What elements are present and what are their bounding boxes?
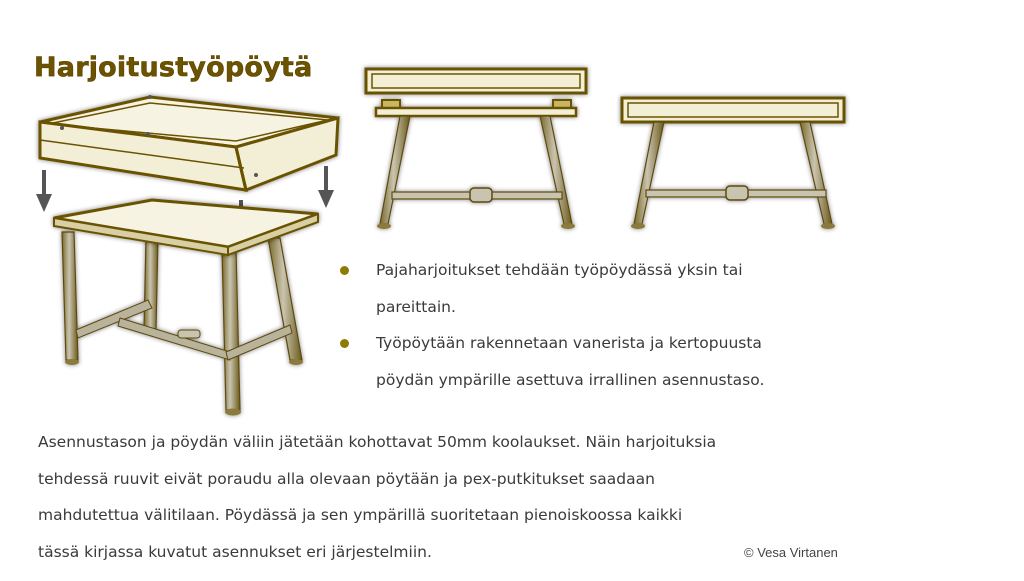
bullet-line: pöydän ympärille asettuva irrallinen asennustaso. xyxy=(376,370,765,389)
slide-title: Harjoitustyöpöytä xyxy=(34,52,313,83)
bullet-item xyxy=(338,325,878,398)
isometric-mounting-frame xyxy=(40,95,338,190)
side-view-table-mounted xyxy=(622,98,844,229)
bullet-dot-icon xyxy=(340,266,349,275)
bullet-line: Pajaharjoitukset tehdään työpöydässä yksin tai xyxy=(376,261,743,279)
bullet-dot-icon xyxy=(340,339,349,348)
side-view-table-with-frame xyxy=(366,69,586,229)
isometric-table xyxy=(54,200,318,416)
bullet-line: pareittain. xyxy=(376,297,456,316)
paragraph-line: Asennustason ja pöydän väliin jätetään kohottavat 50mm koolaukset. Näin harjoituksia xyxy=(38,433,717,451)
paragraph-line: tässä kirjassa kuvatut asennukset eri järjestelmiin. xyxy=(38,542,432,561)
bullet-line: Työpöytään rakennetaan vanerista ja kertopuusta xyxy=(376,334,762,352)
bullet-list xyxy=(338,252,878,398)
paragraph-line: mahdutettua välitilaan. Pöydässä ja sen ympärillä suoritetaan pienoiskoossa kaikki xyxy=(38,506,683,524)
paragraph-line: tehdessä ruuvit eivät poraudu alla olevaan pöytään ja pex-putkitukset saadaan xyxy=(38,469,655,488)
copyright-notice: © Vesa Virtanen xyxy=(744,545,838,560)
bullet-item xyxy=(338,252,878,325)
